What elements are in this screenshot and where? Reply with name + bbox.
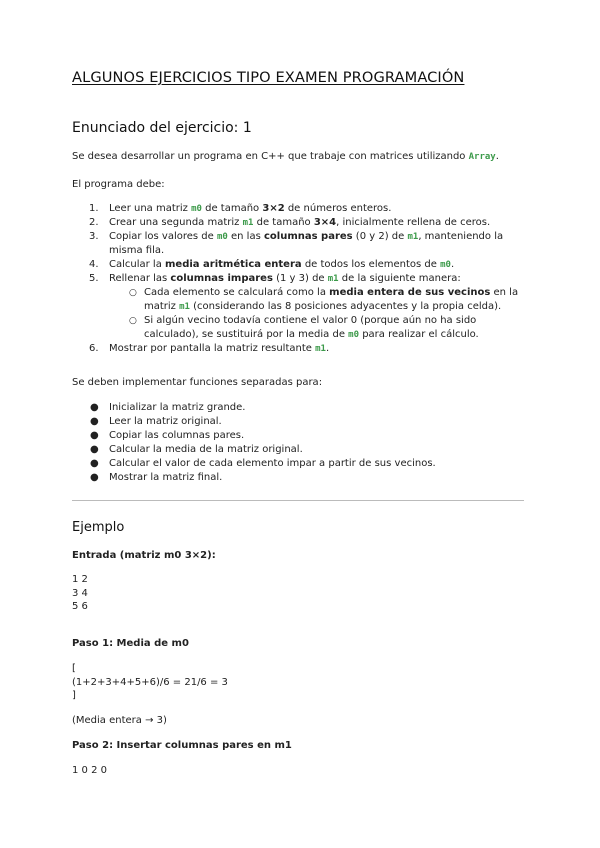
media-note: (Media entera → 3): [72, 715, 167, 726]
steps-list: [72, 202, 532, 356]
paso2-row: 1 0 2 0: [72, 765, 107, 776]
matrix-row: 3 4: [72, 587, 88, 599]
matrix-row: 1 2: [72, 574, 88, 585]
paso2-label: Paso 2: Insertar columnas pares en m1: [72, 740, 292, 751]
step-3: 3. Copiar los valores de m0 en las columnas pares (0 y 2) de m1, manteniendo la misma fila.: [89, 231, 504, 256]
function-item: ● Copiar las columnas pares.: [90, 430, 245, 441]
step-4: 4. Calcular la media aritmética entera de todos los elementos de m0.: [89, 259, 455, 270]
functions-list: [72, 401, 532, 485]
step-1: 1. Leer una matriz m0 de tamaño 3×2 de números enteros.: [89, 203, 392, 214]
step-5: 5. Rellenar las columnas impares (1 y 3) de m1 de la siguiente manera:: [89, 273, 461, 284]
step-6: 6. Mostrar por pantalla la matriz resultante m1.: [89, 343, 330, 354]
substep-1: ○ Cada elemento se calculará como la media entera de sus vecinos en la matriz m1 (considerando las 8 posiciones adyacentes y la propia celda).: [129, 287, 519, 312]
bullet-icon: ●: [90, 416, 99, 427]
function-item: ● Calcular la media de la matriz original.: [90, 444, 303, 455]
divider: [72, 500, 524, 501]
function-item: ● Inicializar la matriz grande.: [90, 402, 246, 413]
bullet-icon: ●: [90, 444, 99, 455]
functions-intro: Se deben implementar funciones separadas para:: [72, 377, 323, 388]
entrada-matrix: [72, 573, 88, 614]
intro-paragraph: Se desea desarrollar un programa en C++ que trabaje con matrices utilizando Array.: [72, 151, 499, 162]
bullet-icon: ●: [90, 472, 99, 483]
paso1-formula: [ (1+2+3+4+5+6)/6 = 21/6 = 3 ]: [72, 663, 228, 701]
function-item: ● Mostrar la matriz final.: [90, 472, 223, 483]
bullet-icon: ●: [90, 458, 99, 469]
program-must-text: El programa debe:: [72, 179, 165, 190]
function-item: ● Leer la matriz original.: [90, 416, 222, 427]
circle-bullet-icon: ○: [129, 316, 137, 326]
bullet-icon: ●: [90, 430, 99, 441]
entrada-label: Entrada (matriz m0 3×2):: [72, 550, 216, 561]
exercise-heading: Enunciado del ejercicio: 1: [72, 120, 252, 136]
matrix-row: 5 6: [72, 601, 88, 612]
function-item: ● Calcular el valor de cada elemento impar a partir de sus vecinos.: [90, 458, 436, 469]
example-heading: Ejemplo: [72, 520, 125, 535]
bullet-icon: ●: [90, 402, 99, 413]
circle-bullet-icon: ○: [129, 288, 137, 298]
page-title: ALGUNOS EJERCICIOS TIPO EXAMEN PROGRAMACIÓN: [72, 69, 465, 86]
step-2: 2. Crear una segunda matriz m1 de tamaño 3×4, inicialmente rellena de ceros.: [89, 217, 491, 228]
code-array: Array: [468, 152, 496, 162]
substep-2: ○ Si algún vecino todavía contiene el valor 0 (porque aún no ha sido calculado), se sustituirá por la media de m0 para realizar el cálculo.: [129, 315, 479, 340]
paso1-label: Paso 1: Media de m0: [72, 638, 189, 649]
